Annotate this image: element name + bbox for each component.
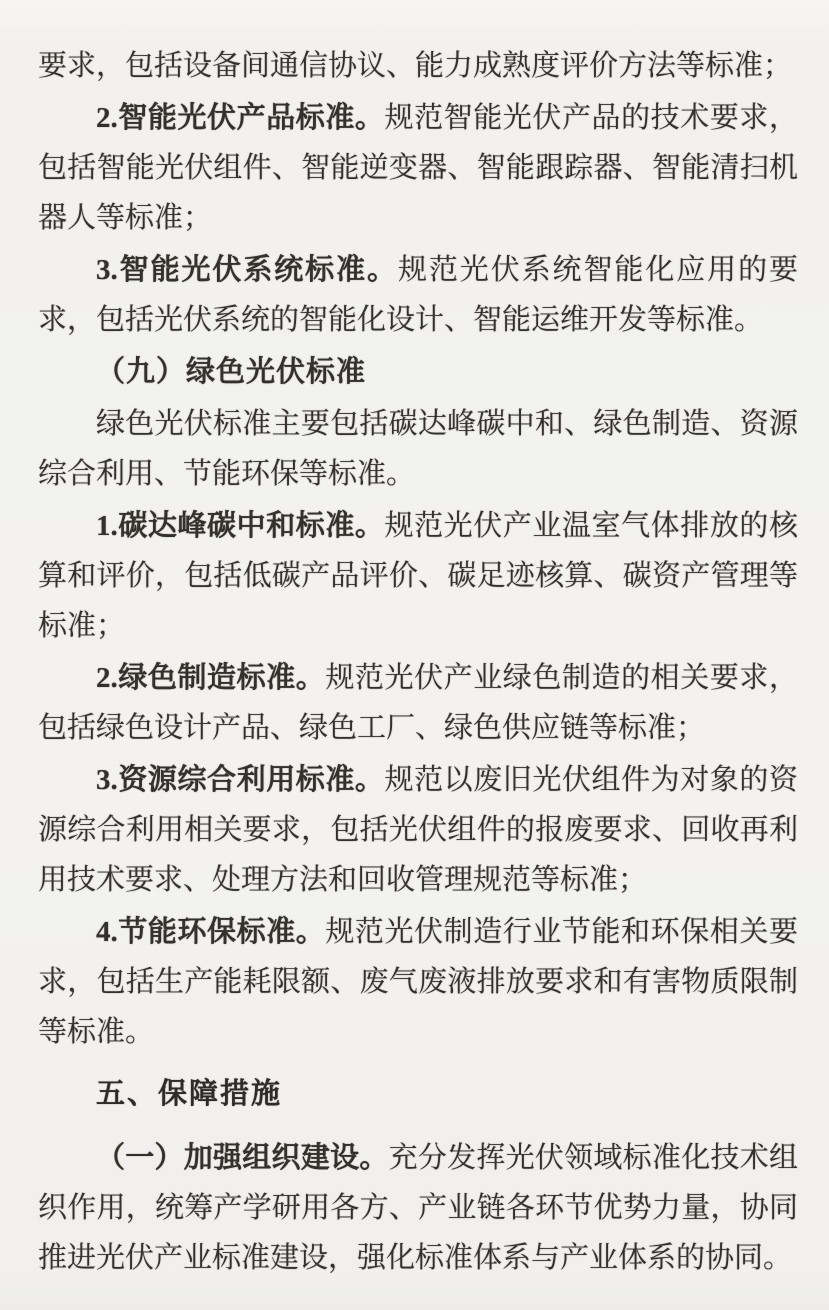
paragraph-lead: 2.绿色制造标准。 xyxy=(96,662,326,694)
paragraph-text: 规范光伏产业绿色制造的相关要求，包括绿色设计产品、绿色工厂、绿色供应链等标准； xyxy=(38,662,798,744)
paragraph-lead: （一）加强组织建设。 xyxy=(96,1142,389,1174)
paragraph-energy-saving-env-standard xyxy=(38,907,798,1057)
section-heading-safeguard-measures: 五、保障措施 xyxy=(96,1078,283,1110)
paragraph-text: 要求，包括设备间通信协议、能力成熟度评价方法等标准； xyxy=(38,50,793,82)
paragraph-green-manufacturing-standard xyxy=(38,653,798,753)
paragraph-continuation xyxy=(38,41,798,91)
section-heading-green-pv-standard: （九）绿色光伏标准 xyxy=(96,356,367,388)
paragraph-smart-pv-system-standard xyxy=(38,245,798,345)
paragraph-carbon-peak-neutral-standard xyxy=(38,501,798,651)
paragraph-text: 规范光伏系统智能化应用的要求，包括光伏系统的智能化设计、智能运维开发等标准。 xyxy=(38,254,798,336)
paragraph-lead: 3.智能光伏系统标准。 xyxy=(96,254,398,286)
paragraph-lead: 3.资源综合利用标准。 xyxy=(96,764,385,796)
paragraph-smart-pv-product-standard xyxy=(38,93,798,243)
paragraph-text: 绿色光伏标准主要包括碳达峰碳中和、绿色制造、资源综合利用、节能环保等标准。 xyxy=(38,408,798,490)
paragraph-text: 规范以废旧光伏组件为对象的资源综合利用相关要求，包括光伏组件的报废要求、回收再利用技术要求、处理方法和回收管理规范等标准； xyxy=(38,764,798,896)
paragraph-text: 充分发挥光伏领域标准化技术组织作用，统筹产学研用各方、产业链各环节优势力量，协同推进光伏产业标准建设，强化标准体系与产业体系的协同。 xyxy=(38,1142,798,1274)
paragraph-resource-utilization-standard xyxy=(38,755,798,905)
paragraph-lead: 4.节能环保标准。 xyxy=(96,916,326,948)
paragraph-green-pv-overview xyxy=(38,399,798,499)
paragraph-lead: 1.碳达峰碳中和标准。 xyxy=(96,510,385,542)
paragraph-text: 规范光伏制造行业节能和环保相关要求，包括生产能耗限额、废气废液排放要求和有害物质限制等标准。 xyxy=(38,916,798,1048)
paragraph-text: 规范光伏产业温室气体排放的核算和评价，包括低碳产品评价、碳足迹核算、碳资产管理等标准； xyxy=(38,510,798,642)
paragraph-strengthen-organization xyxy=(38,1133,798,1283)
paragraph-text: 规范智能光伏产品的技术要求，包括智能光伏组件、智能逆变器、智能跟踪器、智能清扫机器人等标准； xyxy=(38,102,798,234)
paragraph-lead: 2.智能光伏产品标准。 xyxy=(96,102,385,134)
